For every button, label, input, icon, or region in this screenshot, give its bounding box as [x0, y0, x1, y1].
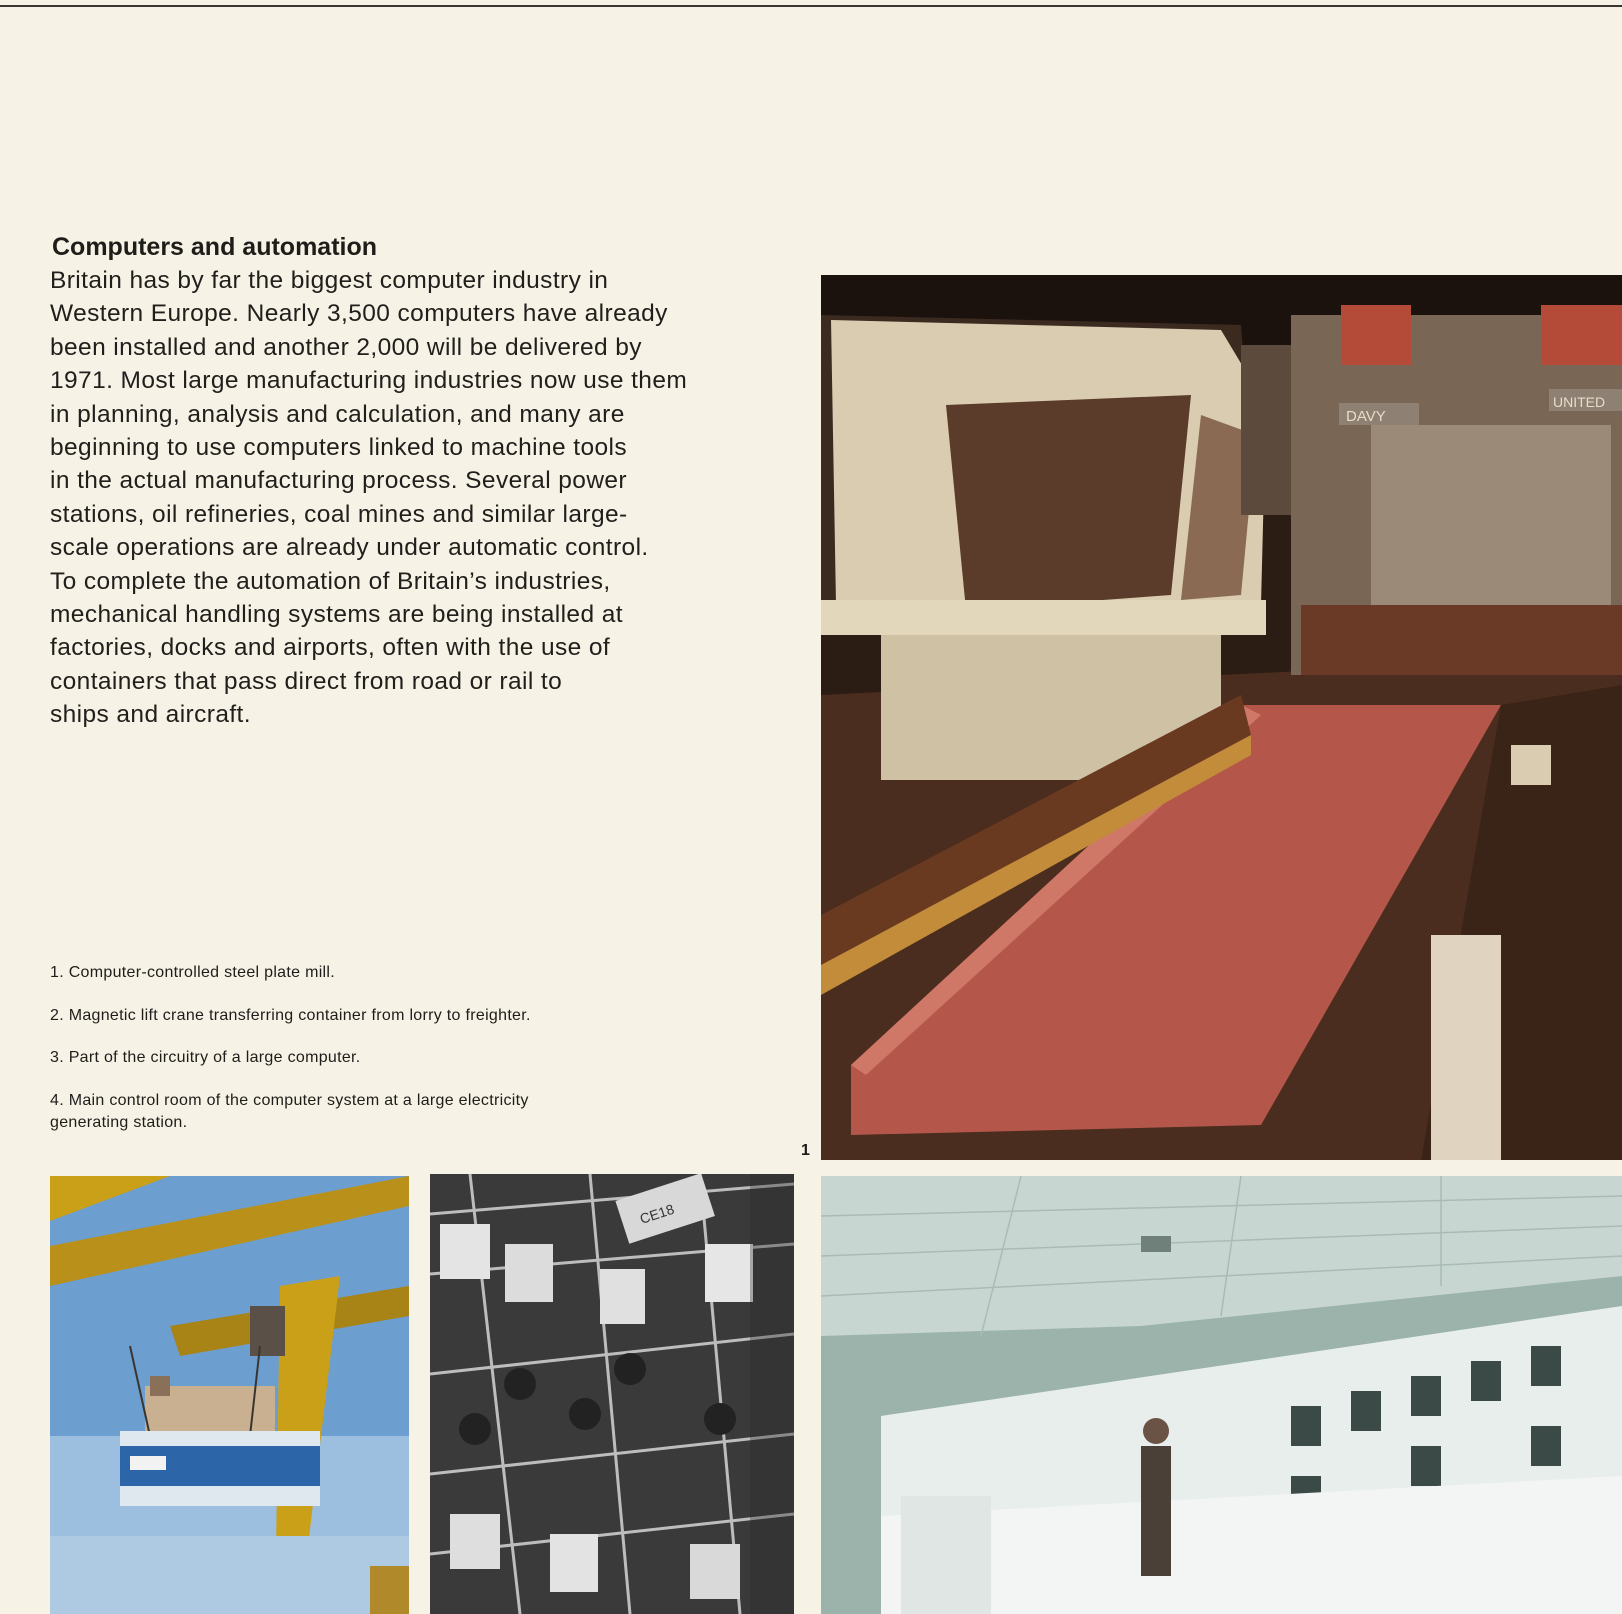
furnace-cap-right — [1541, 305, 1622, 365]
operator — [1141, 1446, 1171, 1576]
body-line: Western Europe. Nearly 3,500 computers have already — [50, 300, 668, 328]
body-line: in planning, analysis and calculation, and many are — [50, 400, 625, 428]
body-line: Britain has by far the biggest computer industry in — [50, 267, 609, 294]
photo-circuitry — [430, 1174, 794, 1614]
body-line: beginning to use computers linked to machine tools — [50, 434, 628, 462]
sign-right-text: UNITED — [1553, 394, 1606, 410]
caption-3: 3. Part of the circuitry of a large computer. — [50, 1049, 361, 1066]
capacitor — [505, 1244, 553, 1302]
body-line: been installed and another 2,000 will be delivered by — [50, 333, 642, 361]
body-line: mechanical handling systems are being installed at — [50, 601, 623, 629]
caption-1: 1. Computer-controlled steel plate mill. — [50, 964, 336, 981]
furnace-cap-left — [1341, 305, 1411, 365]
chip-label: CE18 — [637, 1200, 677, 1227]
figure-number: 1 — [801, 1142, 810, 1159]
body-line: scale operations are already under automatic control. — [50, 534, 649, 562]
caption-list — [50, 962, 610, 1155]
photo-crane-container — [50, 1176, 409, 1614]
section-heading: Computers and automation — [52, 233, 378, 261]
body-line: in the actual manufacturing process. Several power — [50, 467, 627, 495]
body-line: stations, oil refineries, coal mines and similar large- — [50, 500, 628, 528]
capacitor — [440, 1224, 490, 1279]
caption-4: 4. Main control room of the computer system at a large electricity generating station. — [50, 1092, 529, 1131]
body-line: ships and aircraft. — [50, 701, 251, 729]
capacitor — [600, 1269, 645, 1324]
capacitor — [705, 1244, 753, 1302]
body-line: To complete the automation of Britain’s industries, — [50, 567, 611, 595]
body-line: containers that pass direct from road or rail to — [50, 667, 563, 695]
body-text — [50, 264, 810, 732]
photo-control-room — [821, 1176, 1622, 1614]
photo-steel-plate-mill — [821, 275, 1622, 1160]
top-rule — [0, 5, 1622, 7]
sign-left-text: DAVY — [1346, 408, 1386, 425]
body-line: factories, docks and airports, often with the use of — [50, 634, 611, 662]
body-line: 1971. Most large manufacturing industries now use them — [50, 367, 688, 395]
caption-2: 2. Magnetic lift crane transferring container from lorry to freighter. — [50, 1007, 531, 1024]
